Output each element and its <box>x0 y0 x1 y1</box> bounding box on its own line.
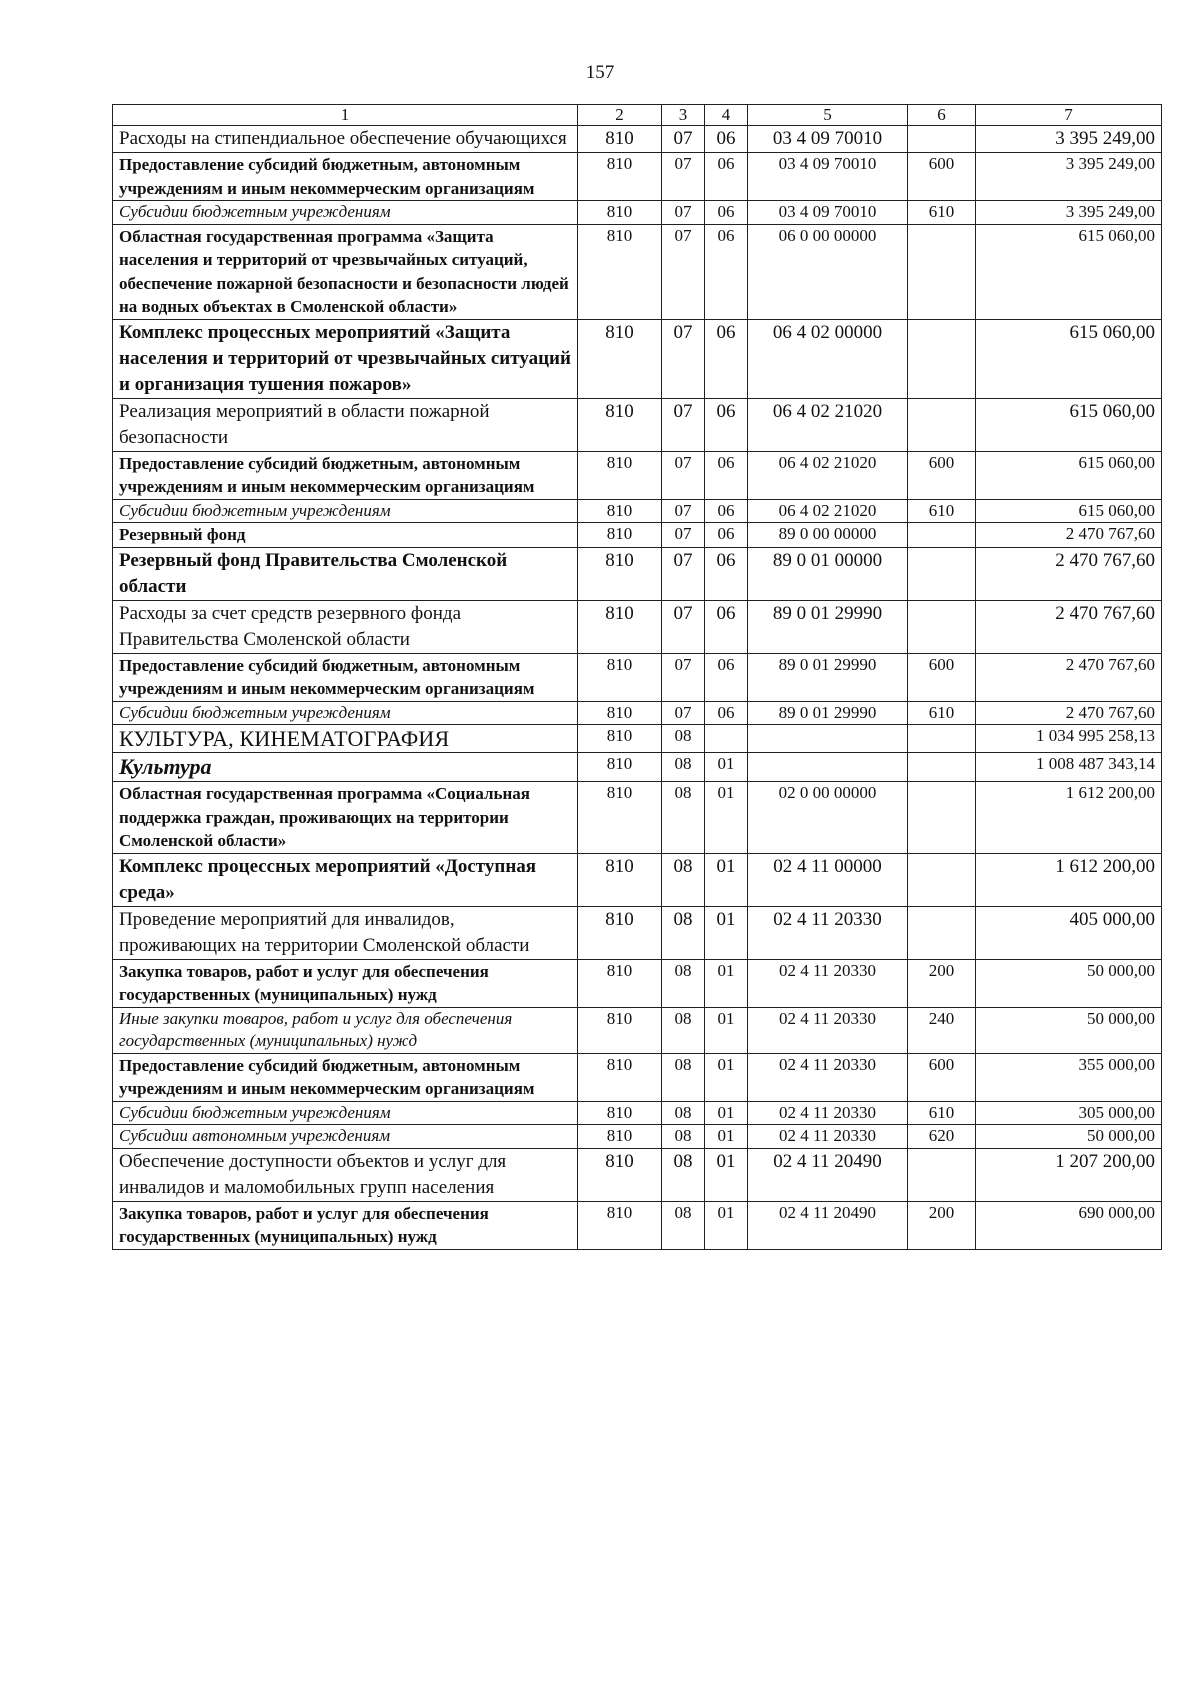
row-target-article: 03 4 09 70010 <box>748 153 908 201</box>
row-section-code: 07 <box>662 153 705 201</box>
row-target-article: 02 4 11 20330 <box>748 959 908 1007</box>
row-section-code: 08 <box>662 906 705 959</box>
row-subsection-code: 01 <box>705 1125 748 1149</box>
row-expense-type: 600 <box>908 451 976 499</box>
header-cell: 6 <box>908 105 976 126</box>
row-subsection-code: 01 <box>705 906 748 959</box>
row-name: Областная государственная программа «Защита населения и территорий от чрезвычайных ситуаций, обеспечение пожарной безопасности и безопасности людей на водных объектах в Смоленской области» <box>113 224 578 319</box>
row-subsection-code: 06 <box>705 523 748 548</box>
row-target-article: 02 4 11 20330 <box>748 1125 908 1149</box>
table-row <box>113 782 1162 854</box>
row-ministry-code: 810 <box>578 1007 662 1053</box>
row-subsection-code: 01 <box>705 1148 748 1201</box>
row-expense-type: 610 <box>908 701 976 725</box>
row-ministry-code: 810 <box>578 451 662 499</box>
table-row <box>113 499 1162 523</box>
row-target-article: 89 0 00 00000 <box>748 523 908 548</box>
row-ministry-code: 810 <box>578 725 662 753</box>
table-row <box>113 725 1162 753</box>
row-amount: 615 060,00 <box>976 451 1162 499</box>
row-ministry-code: 810 <box>578 126 662 153</box>
row-name: Комплекс процессных мероприятий «Доступная среда» <box>113 853 578 906</box>
row-expense-type: 610 <box>908 499 976 523</box>
row-ministry-code: 810 <box>578 906 662 959</box>
table-row <box>113 1125 1162 1149</box>
header-row <box>113 105 1162 126</box>
row-name: Областная государственная программа «Социальная поддержка граждан, проживающих на территории Смоленской области» <box>113 782 578 854</box>
row-name: Предоставление субсидий бюджетным, автономным учреждениям и иным некоммерческим организациям <box>113 653 578 701</box>
table-row <box>113 1053 1162 1101</box>
row-ministry-code: 810 <box>578 319 662 398</box>
budget-table <box>112 104 1162 1250</box>
row-amount: 2 470 767,60 <box>976 523 1162 548</box>
row-name: Субсидии автономным учреждениям <box>113 1125 578 1149</box>
row-subsection-code: 01 <box>705 1053 748 1101</box>
row-name: Закупка товаров, работ и услуг для обеспечения государственных (муниципальных) нужд <box>113 1201 578 1249</box>
row-expense-type <box>908 725 976 753</box>
row-subsection-code: 06 <box>705 201 748 225</box>
row-amount: 405 000,00 <box>976 906 1162 959</box>
row-target-article: 03 4 09 70010 <box>748 126 908 153</box>
row-amount: 2 470 767,60 <box>976 600 1162 653</box>
row-ministry-code: 810 <box>578 653 662 701</box>
row-amount: 615 060,00 <box>976 398 1162 451</box>
row-section-code: 07 <box>662 653 705 701</box>
header-cell: 7 <box>976 105 1162 126</box>
row-expense-type: 600 <box>908 1053 976 1101</box>
row-target-article: 06 4 02 00000 <box>748 319 908 398</box>
row-subsection-code: 06 <box>705 126 748 153</box>
row-amount: 355 000,00 <box>976 1053 1162 1101</box>
row-subsection-code: 06 <box>705 224 748 319</box>
row-amount: 2 470 767,60 <box>976 653 1162 701</box>
row-target-article: 02 4 11 20330 <box>748 1007 908 1053</box>
row-target-article: 06 4 02 21020 <box>748 451 908 499</box>
table-row <box>113 1148 1162 1201</box>
row-section-code: 07 <box>662 701 705 725</box>
row-subsection-code: 06 <box>705 600 748 653</box>
table-row <box>113 600 1162 653</box>
row-target-article: 06 4 02 21020 <box>748 398 908 451</box>
row-ministry-code: 810 <box>578 201 662 225</box>
row-subsection-code: 06 <box>705 398 748 451</box>
row-name: Иные закупки товаров, работ и услуг для обеспечения государственных (муниципальных) нужд <box>113 1007 578 1053</box>
row-subsection-code: 06 <box>705 499 748 523</box>
row-name: Закупка товаров, работ и услуг для обеспечения государственных (муниципальных) нужд <box>113 959 578 1007</box>
table-row <box>113 224 1162 319</box>
row-name: Предоставление субсидий бюджетным, автономным учреждениям и иным некоммерческим организациям <box>113 1053 578 1101</box>
row-amount: 615 060,00 <box>976 224 1162 319</box>
table-row <box>113 201 1162 225</box>
row-section-code: 08 <box>662 1053 705 1101</box>
row-ministry-code: 810 <box>578 547 662 600</box>
row-amount: 3 395 249,00 <box>976 153 1162 201</box>
row-name: Культура <box>113 753 578 782</box>
row-expense-type <box>908 753 976 782</box>
row-ministry-code: 810 <box>578 523 662 548</box>
table-row <box>113 653 1162 701</box>
row-name: Субсидии бюджетным учреждениям <box>113 499 578 523</box>
row-target-article: 02 4 11 00000 <box>748 853 908 906</box>
row-expense-type: 240 <box>908 1007 976 1053</box>
row-section-code: 07 <box>662 319 705 398</box>
row-name: Обеспечение доступности объектов и услуг для инвалидов и маломобильных групп населения <box>113 1148 578 1201</box>
row-ministry-code: 810 <box>578 753 662 782</box>
row-expense-type <box>908 319 976 398</box>
row-target-article: 89 0 01 00000 <box>748 547 908 600</box>
row-section-code: 08 <box>662 782 705 854</box>
row-target-article <box>748 725 908 753</box>
row-amount: 1 008 487 343,14 <box>976 753 1162 782</box>
header-cell: 5 <box>748 105 908 126</box>
row-amount: 50 000,00 <box>976 959 1162 1007</box>
row-subsection-code: 01 <box>705 959 748 1007</box>
row-ministry-code: 810 <box>578 1053 662 1101</box>
table-row <box>113 1201 1162 1249</box>
row-section-code: 08 <box>662 725 705 753</box>
table-row <box>113 753 1162 782</box>
row-amount: 1 612 200,00 <box>976 853 1162 906</box>
row-target-article: 02 0 00 00000 <box>748 782 908 854</box>
row-expense-type <box>908 547 976 600</box>
row-section-code: 07 <box>662 523 705 548</box>
row-target-article: 89 0 01 29990 <box>748 701 908 725</box>
table-row <box>113 126 1162 153</box>
table-row <box>113 153 1162 201</box>
row-name: Предоставление субсидий бюджетным, автономным учреждениям и иным некоммерческим организациям <box>113 153 578 201</box>
row-section-code: 08 <box>662 1125 705 1149</box>
row-ministry-code: 810 <box>578 1201 662 1249</box>
row-section-code: 07 <box>662 499 705 523</box>
row-ministry-code: 810 <box>578 153 662 201</box>
row-ministry-code: 810 <box>578 959 662 1007</box>
row-target-article: 02 4 11 20330 <box>748 1053 908 1101</box>
row-name: Реализация мероприятий в области пожарной безопасности <box>113 398 578 451</box>
row-name: Расходы за счет средств резервного фонда Правительства Смоленской области <box>113 600 578 653</box>
row-section-code: 07 <box>662 451 705 499</box>
row-target-article: 02 4 11 20490 <box>748 1201 908 1249</box>
row-target-article: 03 4 09 70010 <box>748 201 908 225</box>
page-number: 157 <box>585 62 615 83</box>
row-section-code: 07 <box>662 398 705 451</box>
table-row <box>113 1101 1162 1125</box>
header-cell: 2 <box>578 105 662 126</box>
row-subsection-code: 01 <box>705 853 748 906</box>
row-name: Субсидии бюджетным учреждениям <box>113 1101 578 1125</box>
row-target-article: 89 0 01 29990 <box>748 600 908 653</box>
row-section-code: 07 <box>662 224 705 319</box>
row-expense-type: 200 <box>908 959 976 1007</box>
row-section-code: 07 <box>662 547 705 600</box>
row-ministry-code: 810 <box>578 1101 662 1125</box>
row-section-code: 08 <box>662 1101 705 1125</box>
row-expense-type <box>908 906 976 959</box>
row-target-article: 02 4 11 20330 <box>748 906 908 959</box>
row-section-code: 08 <box>662 853 705 906</box>
row-target-article: 02 4 11 20330 <box>748 1101 908 1125</box>
row-expense-type <box>908 224 976 319</box>
row-expense-type: 600 <box>908 153 976 201</box>
row-expense-type <box>908 126 976 153</box>
row-target-article: 06 4 02 21020 <box>748 499 908 523</box>
row-expense-type <box>908 853 976 906</box>
row-subsection-code: 06 <box>705 547 748 600</box>
row-amount: 1 034 995 258,13 <box>976 725 1162 753</box>
row-ministry-code: 810 <box>578 224 662 319</box>
row-name: Субсидии бюджетным учреждениям <box>113 201 578 225</box>
row-subsection-code: 06 <box>705 701 748 725</box>
row-ministry-code: 810 <box>578 499 662 523</box>
row-ministry-code: 810 <box>578 853 662 906</box>
row-name: Комплекс процессных мероприятий «Защита населения и территорий от чрезвычайных ситуаций и организация тушения пожаров» <box>113 319 578 398</box>
table-row <box>113 701 1162 725</box>
row-ministry-code: 810 <box>578 782 662 854</box>
table-row <box>113 547 1162 600</box>
row-amount: 615 060,00 <box>976 319 1162 398</box>
row-amount: 305 000,00 <box>976 1101 1162 1125</box>
row-amount: 3 395 249,00 <box>976 201 1162 225</box>
row-name: Предоставление субсидий бюджетным, автономным учреждениям и иным некоммерческим организациям <box>113 451 578 499</box>
row-expense-type: 200 <box>908 1201 976 1249</box>
row-expense-type <box>908 782 976 854</box>
row-ministry-code: 810 <box>578 398 662 451</box>
row-expense-type: 620 <box>908 1125 976 1149</box>
table-row <box>113 398 1162 451</box>
row-section-code: 08 <box>662 1201 705 1249</box>
row-amount: 2 470 767,60 <box>976 547 1162 600</box>
table-row <box>113 959 1162 1007</box>
row-section-code: 07 <box>662 600 705 653</box>
row-subsection-code: 06 <box>705 653 748 701</box>
row-ministry-code: 810 <box>578 600 662 653</box>
row-expense-type: 600 <box>908 653 976 701</box>
table-row <box>113 853 1162 906</box>
header-cell: 1 <box>113 105 578 126</box>
row-subsection-code <box>705 725 748 753</box>
header-cell: 3 <box>662 105 705 126</box>
row-target-article: 02 4 11 20490 <box>748 1148 908 1201</box>
row-name: КУЛЬТУРА, КИНЕМАТОГРАФИЯ <box>113 725 578 753</box>
row-subsection-code: 06 <box>705 153 748 201</box>
row-amount: 1 207 200,00 <box>976 1148 1162 1201</box>
row-name: Субсидии бюджетным учреждениям <box>113 701 578 725</box>
row-name: Проведение мероприятий для инвалидов, проживающих на территории Смоленской области <box>113 906 578 959</box>
row-subsection-code: 01 <box>705 1201 748 1249</box>
table-row <box>113 523 1162 548</box>
row-amount: 2 470 767,60 <box>976 701 1162 725</box>
row-subsection-code: 01 <box>705 1101 748 1125</box>
row-target-article: 89 0 01 29990 <box>748 653 908 701</box>
row-name: Резервный фонд Правительства Смоленской области <box>113 547 578 600</box>
row-amount: 690 000,00 <box>976 1201 1162 1249</box>
row-expense-type: 610 <box>908 1101 976 1125</box>
row-amount: 615 060,00 <box>976 499 1162 523</box>
row-expense-type <box>908 398 976 451</box>
row-subsection-code: 01 <box>705 782 748 854</box>
row-ministry-code: 810 <box>578 701 662 725</box>
row-expense-type <box>908 600 976 653</box>
row-section-code: 07 <box>662 126 705 153</box>
table-row <box>113 451 1162 499</box>
row-name: Расходы на стипендиальное обеспечение обучающихся <box>113 126 578 153</box>
row-ministry-code: 810 <box>578 1125 662 1149</box>
row-amount: 50 000,00 <box>976 1007 1162 1053</box>
table-row <box>113 319 1162 398</box>
row-expense-type <box>908 523 976 548</box>
row-target-article: 06 0 00 00000 <box>748 224 908 319</box>
row-expense-type: 610 <box>908 201 976 225</box>
row-amount: 1 612 200,00 <box>976 782 1162 854</box>
row-ministry-code: 810 <box>578 1148 662 1201</box>
table-row <box>113 906 1162 959</box>
row-subsection-code: 06 <box>705 319 748 398</box>
row-section-code: 08 <box>662 1007 705 1053</box>
row-amount: 50 000,00 <box>976 1125 1162 1149</box>
row-target-article <box>748 753 908 782</box>
row-subsection-code: 01 <box>705 1007 748 1053</box>
row-name: Резервный фонд <box>113 523 578 548</box>
row-section-code: 08 <box>662 959 705 1007</box>
header-cell: 4 <box>705 105 748 126</box>
row-subsection-code: 06 <box>705 451 748 499</box>
row-expense-type <box>908 1148 976 1201</box>
row-section-code: 07 <box>662 201 705 225</box>
row-subsection-code: 01 <box>705 753 748 782</box>
row-section-code: 08 <box>662 753 705 782</box>
table-row <box>113 1007 1162 1053</box>
row-section-code: 08 <box>662 1148 705 1201</box>
row-amount: 3 395 249,00 <box>976 126 1162 153</box>
